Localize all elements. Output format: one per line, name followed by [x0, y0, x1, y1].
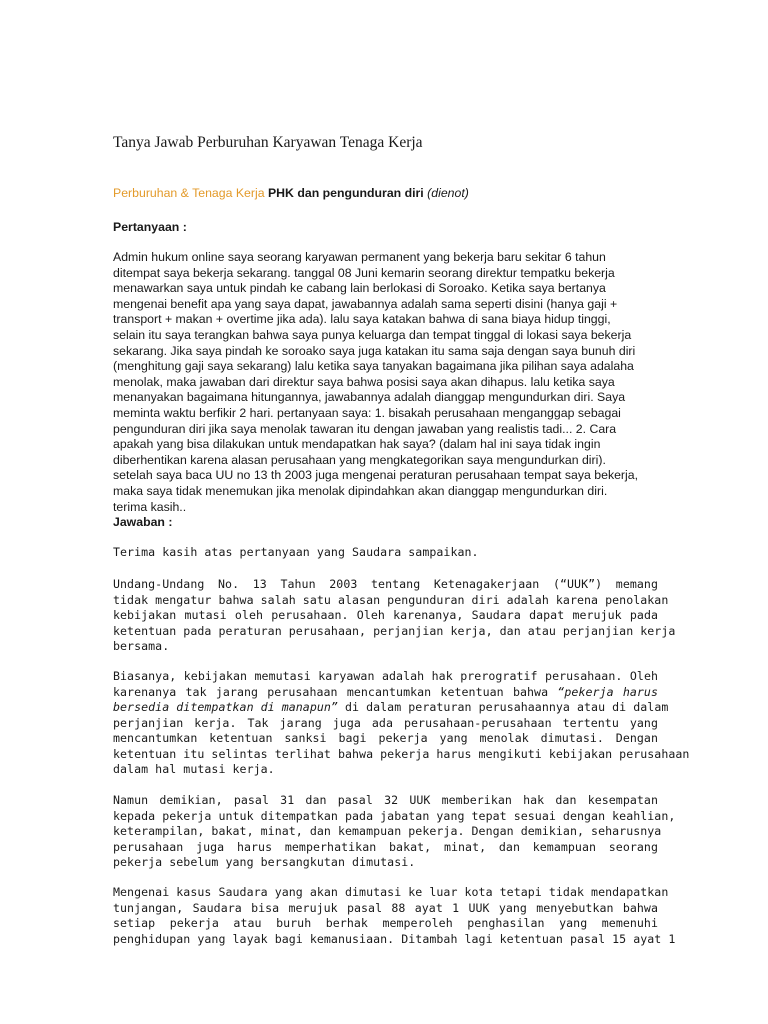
answer-line: Undang-Undang No. 13 Tahun 2003 tentang Ketenagakerjaan (“UUK”) memang [113, 577, 658, 591]
question-label: Pertanyaan : [113, 220, 187, 234]
question-line: menolak, maka jawaban dari direktur saya bahwa posisi saya akan dihapus. lalu ketika saya [113, 374, 615, 389]
answer-line: ketentuan pada peraturan perusahaan, perjanjian kerja, dan atau perjanjian kerja [113, 623, 676, 638]
answer-line: keterampilan, bakat, minat, dan kemampuan pekerja. Dengan demikian, seharusnya [113, 824, 662, 838]
topic-title: PHK dan pengunduran diri [267, 186, 424, 200]
answer-line: setiap pekerja atau buruh berhak memperoleh penghasilan yang memenuhi [113, 916, 658, 930]
answer-line: dalam hal mutasi kerja. [113, 762, 275, 776]
answer-paragraph [113, 545, 658, 561]
question-line: terima kasih.. [113, 499, 187, 514]
answer-line: Terima kasih atas pertanyaan yang Saudara sampaikan. [113, 545, 479, 559]
topic-header [113, 186, 469, 200]
answer-line: kepada pekerja untuk ditempatkan pada jabatan yang tepat sesuai dengan keahlian, [113, 808, 676, 823]
question-line: pengunduran diri jika saya menolak tawaran itu dengan jawaban yang realistis tadi... 2. Cara [113, 421, 617, 436]
answer-line: Mengenai kasus Saudara yang akan dimutasi ke luar kota tetapi tidak mendapatkan [113, 885, 669, 899]
question-line: setelah saya baca UU no 13 th 2003 juga mengenai peraturan perusahaan tempat saya bekerja, [113, 468, 639, 483]
question-line: maka saya tidak menemukan jika menolak dipindahkan akan dianggap mengundurkan diri. [113, 483, 608, 498]
answer-line: kebijakan mutasi oleh perusahaan. Oleh karenanya, Saudara dapat merujuk pada [113, 608, 658, 622]
answer-line: mencantumkan ketentuan sanksi bagi pekerja yang menolak dimutasi. Dengan [113, 731, 658, 745]
question-line: apakah yang bisa dilakukan untuk mendapatkan hak saya? (dalam hal ini saya tidak ingin [113, 437, 601, 452]
answer-text: di dalam peraturan perusahaannya atau di dalam [337, 700, 669, 714]
answer-line [113, 700, 669, 716]
answer-paragraph [113, 793, 676, 871]
question-line: menawarkan saya untuk pindah ke cabang lain berlokasi di Soroako. Ketika saya bertanya [113, 281, 606, 296]
question-line: Admin hukum online saya seorang karyawan permanent yang bekerja baru sekitar 6 tahun [113, 250, 606, 264]
answer-paragraph [113, 669, 690, 778]
question-line: diberhentikan karena alasan perusahaan yang mengkategorikan saya mengundurkan diri). [113, 452, 606, 467]
question-line: menanyakan bagaimana hitungannya, jawabannya adalah dianggap mengundurkan diri. Saya [113, 390, 626, 405]
answer-line: pekerja sebelum yang bersangkutan dimutasi. [113, 855, 416, 869]
question-line: sekarang. Jika saya pindah ke soroako saya juga katakan itu sama saja dengan saya bunuh diri [113, 343, 636, 358]
topic-note: (dienot) [427, 186, 469, 200]
answer-line: perusahaan juga harus memperhatikan bakat, minat, dan kemampuan seorang [113, 839, 658, 854]
question-line: (menghitung gaji saya sekarang) lalu ketika saya tanyakan bagaimana jika pilihan saya adalaha [113, 359, 634, 374]
answer-label: Jawaban : [113, 515, 173, 529]
answer-line [113, 685, 658, 701]
answer-text: karenanya tak jarang perusahaan mencantumkan ketentuan bahwa [113, 684, 558, 699]
answer-line: ketentuan itu selintas terlihat bahwa pekerja harus mengikuti kebijakan perusahaan [113, 746, 690, 761]
question-line: mengenai benefit apa yang saya dapat, jawabannya adalah sama seperti disini (hanya gaji + [113, 296, 618, 311]
question-line: meminta waktu berfikir 2 hari. pertanyaan saya: 1. bisakah perusahaan menganggap sebagai [113, 405, 621, 420]
answer-line: Namun demikian, pasal 31 dan pasal 32 UUK memberikan hak dan kesempatan [113, 793, 658, 807]
question-line: transport + makan + overtime jika ada). lalu saya katakan bahwa di sana biaya hidup tinggi, [113, 312, 611, 327]
answer-quote: “pekerja harus [557, 684, 658, 699]
answer-paragraph [113, 885, 676, 947]
document-title: Tanya Jawab Perburuhan Karyawan Tenaga Kerja [113, 134, 423, 151]
question-body [113, 250, 658, 515]
answer-line: penghidupan yang layak bagi kemanusiaan. Ditambah lagi ketentuan pasal 15 ayat 1 [113, 931, 676, 946]
question-line: selain itu saya terangkan bahwa saya punya keluarga dan tempat tinggal di lokasi saya bekerja [113, 327, 632, 342]
question-line: ditempat saya bekerja sekarang. tanggal 08 Juni kemarin seorang direktur tempatku bekerja [113, 265, 615, 280]
answer-line: Biasanya, kebijakan memutasi karyawan adalah hak prerogratif perusahaan. Oleh [113, 669, 658, 683]
answer-line: tidak mengatur bahwa salah satu alasan pengunduran diri adalah karena penolakan [113, 592, 669, 607]
answer-line: bersama. [113, 639, 170, 653]
answer-line: tunjangan, Saudara bisa merujuk pasal 88 ayat 1 UUK yang menyebutkan bahwa [113, 900, 658, 915]
answer-paragraph [113, 577, 676, 655]
answer-quote: bersedia ditempatkan di manapun” [113, 700, 338, 714]
category-link[interactable]: Perburuhan & Tenaga Kerja [113, 186, 265, 200]
answer-line: perjanjian kerja. Tak jarang juga ada perusahaan-perusahaan tertentu yang [113, 715, 658, 730]
